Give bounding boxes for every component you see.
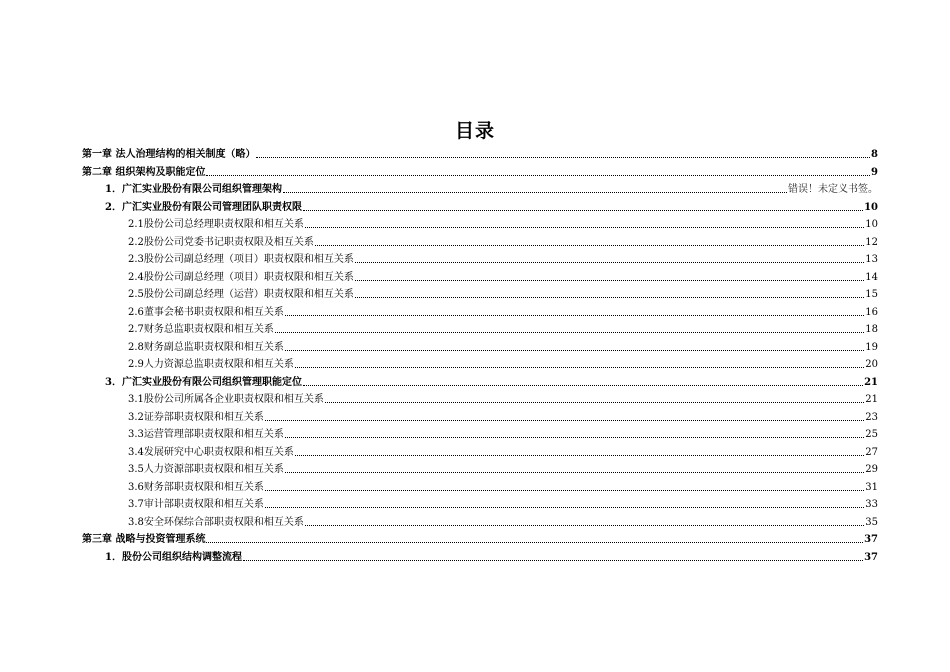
toc-entry[interactable] — [128, 427, 878, 441]
toc-entry-page-number: 9 — [871, 166, 878, 178]
toc-entry[interactable] — [105, 550, 878, 564]
toc-leader-dots — [206, 541, 863, 543]
toc-entry-page-number: 19 — [865, 341, 878, 353]
toc-entry-page-number: 25 — [865, 429, 878, 440]
toc-entry-label: 2.9人力资源总监职责权限和相互关系 — [128, 359, 294, 370]
toc-entry[interactable] — [128, 322, 878, 336]
toc-entry-label: 3.2证券部职责权限和相互关系 — [128, 411, 264, 423]
toc-entry-page-number: 10 — [865, 219, 878, 230]
toc-entry-page-number: 13 — [865, 254, 878, 265]
toc-leader-dots — [355, 261, 864, 263]
toc-entry-label: 1．广汇实业股份有限公司组织管理架构 — [105, 184, 282, 195]
toc-entry[interactable] — [128, 497, 878, 511]
toc-entry-label: 第三章 战略与投资管理系统 — [82, 534, 206, 545]
toc-leader-dots — [325, 401, 864, 403]
toc-entry-label: 3.7审计部职责权限和相互关系 — [128, 499, 264, 510]
toc-entry-page-number: 16 — [865, 306, 878, 318]
toc-leader-dots — [295, 454, 864, 456]
toc-entry-page-number: 8 — [871, 149, 878, 160]
toc-entry[interactable] — [128, 235, 878, 249]
toc-entry-label: 2.6董事会秘书职责权限和相互关系 — [128, 306, 284, 318]
toc-entry-page-number: 18 — [865, 324, 878, 335]
toc-entry-page-number: 20 — [865, 359, 878, 370]
toc-leader-dots — [243, 559, 863, 561]
toc-leader-dots — [265, 489, 864, 491]
toc-leader-dots — [265, 419, 864, 421]
toc-leader-dots — [283, 191, 787, 193]
toc-entry-label: 2.7财务总监职责权限和相互关系 — [128, 324, 274, 335]
toc-entry[interactable] — [105, 182, 878, 196]
toc-entry[interactable] — [128, 270, 878, 284]
toc-leader-dots — [305, 524, 864, 526]
toc-entry-label: 2.5股份公司副总经理（运营）职责权限和相互关系 — [128, 289, 354, 300]
toc-leader-dots — [303, 209, 863, 211]
toc-entry-label: 3.1股份公司所属各企业职责权限和相互关系 — [128, 394, 324, 405]
toc-entry[interactable] — [82, 532, 878, 546]
toc-entry-page-number: 37 — [864, 534, 878, 545]
toc-entry-label: 3.3运营管理部职责权限和相互关系 — [128, 429, 284, 440]
toc-entry-label: 3.5人力资源部职责权限和相互关系 — [128, 464, 284, 475]
toc-entry[interactable] — [128, 515, 878, 529]
toc-entry[interactable] — [128, 410, 878, 424]
toc-leader-dots — [355, 279, 864, 281]
toc-entry[interactable] — [105, 375, 878, 389]
toc-entry[interactable] — [128, 445, 878, 459]
toc-title: 目录 — [454, 120, 495, 142]
toc-leader-dots — [355, 296, 864, 298]
toc-entry[interactable] — [128, 217, 878, 231]
toc-leader-dots — [315, 244, 864, 246]
toc-entry[interactable] — [82, 147, 878, 161]
toc-entry[interactable] — [128, 305, 878, 319]
toc-leader-dots — [295, 366, 864, 368]
toc-entry-page-number: 15 — [865, 289, 878, 300]
toc-entry-page-number: 21 — [864, 376, 878, 388]
toc-entry[interactable] — [128, 462, 878, 476]
toc-entry-label: 1．股份公司组织结构调整流程 — [105, 551, 242, 563]
toc-entry-label: 2．广汇实业股份有限公司管理团队职责权限 — [105, 201, 302, 213]
toc-entry-error-text: 错误！未定义书签。 — [788, 184, 878, 195]
toc-leader-dots — [285, 349, 864, 351]
toc-leader-dots — [305, 226, 864, 228]
toc-entry[interactable] — [82, 165, 878, 179]
toc-entry-page-number: 27 — [865, 446, 878, 458]
toc-entry[interactable] — [128, 480, 878, 494]
toc-entry-page-number: 12 — [865, 236, 878, 248]
toc-entry-label: 第一章 法人治理结构的相关制度（略） — [82, 149, 256, 160]
toc-entry[interactable] — [128, 340, 878, 354]
toc-entry-label: 2.8财务副总监职责权限和相互关系 — [128, 341, 284, 353]
toc-leader-dots — [285, 471, 864, 473]
toc-entry-page-number: 37 — [864, 551, 878, 563]
toc-entry[interactable] — [128, 287, 878, 301]
toc-entry-label: 3.4发展研究中心职责权限和相互关系 — [128, 446, 294, 458]
toc-entry-label: 2.1股份公司总经理职责权限和相互关系 — [128, 219, 304, 230]
toc-entry-page-number: 21 — [865, 394, 878, 405]
toc-entry-page-number: 10 — [864, 201, 878, 213]
toc-leader-dots — [206, 174, 870, 176]
toc-entry-page-number: 35 — [865, 516, 878, 528]
toc-entry-label: 第二章 组织架构及职能定位 — [82, 166, 206, 178]
toc-entry[interactable] — [128, 252, 878, 266]
toc-entry[interactable] — [128, 357, 878, 371]
toc-leader-dots — [265, 506, 864, 508]
toc-entry-page-number: 33 — [865, 499, 878, 510]
toc-entry-label: 2.2股份公司党委书记职责权限及相互关系 — [128, 236, 314, 248]
toc-entry-page-number: 14 — [865, 271, 878, 283]
toc-entry-page-number: 31 — [865, 481, 878, 493]
toc-leader-dots — [303, 384, 863, 386]
toc-entry-label: 3.6财务部职责权限和相互关系 — [128, 481, 264, 493]
toc-entry-label: 2.4股份公司副总经理（项目）职责权限和相互关系 — [128, 271, 354, 283]
toc-leader-dots — [285, 436, 864, 438]
toc-entry-label: 3.8安全环保综合部职责权限和相互关系 — [128, 516, 304, 528]
toc-entry-page-number: 29 — [865, 464, 878, 475]
toc-entry[interactable] — [105, 200, 878, 214]
toc-entry-page-number: 23 — [865, 411, 878, 423]
toc-entry-label: 3．广汇实业股份有限公司组织管理职能定位 — [105, 376, 302, 388]
toc-leader-dots — [285, 314, 864, 316]
toc-entry-label: 2.3股份公司副总经理（项目）职责权限和相互关系 — [128, 254, 354, 265]
toc-entry[interactable] — [128, 392, 878, 406]
toc-leader-dots — [275, 331, 864, 333]
toc-leader-dots — [256, 156, 870, 158]
